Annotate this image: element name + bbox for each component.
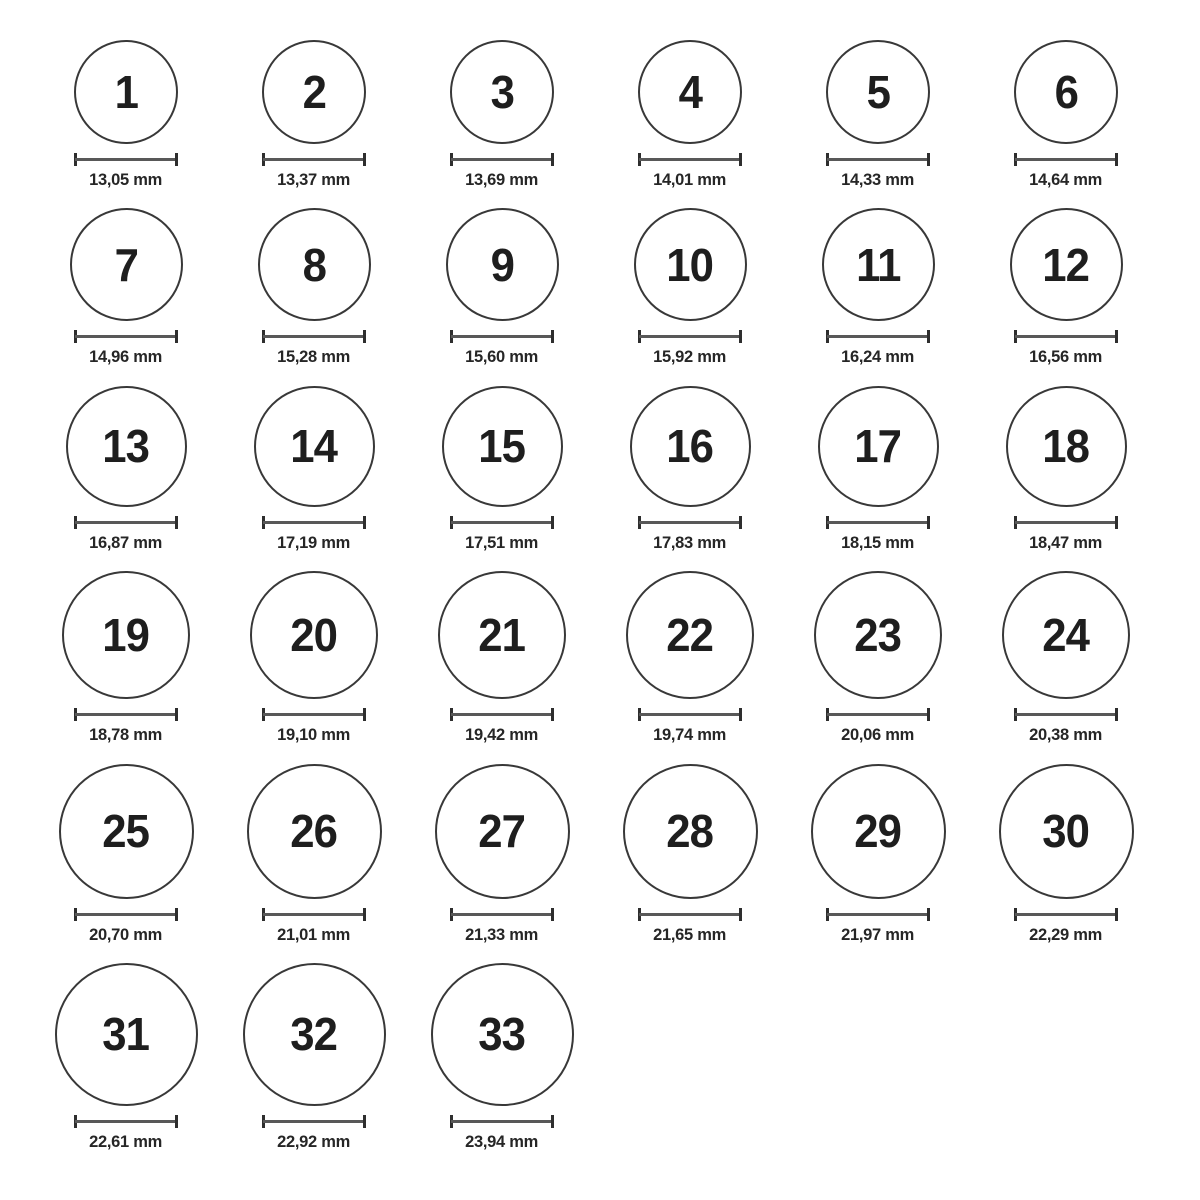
ring-size-number: 24 xyxy=(1042,609,1090,662)
ring-diameter-label: 17,51 mm xyxy=(465,532,539,552)
ring-circle xyxy=(626,571,754,699)
ring-size-number: 26 xyxy=(290,805,338,858)
ring-size-item xyxy=(784,386,972,553)
ring-size-number: 3 xyxy=(490,66,514,118)
ring-size-number: 23 xyxy=(854,609,902,662)
ring-circle xyxy=(630,386,751,507)
ring-circle xyxy=(262,40,366,144)
ring-size-number: 30 xyxy=(1042,805,1090,858)
measure-bar xyxy=(75,1120,177,1123)
ring-circle xyxy=(55,963,198,1106)
ring-size-item xyxy=(32,963,220,1152)
ring-size-number: 22 xyxy=(666,609,714,662)
diameter-measure-line xyxy=(450,908,554,921)
ring-diameter-label: 13,37 mm xyxy=(277,170,351,189)
ring-circle xyxy=(638,40,742,144)
diameter-measure-line xyxy=(638,330,742,343)
diameter-measure-line xyxy=(1014,908,1118,921)
ring-diameter-label: 15,92 mm xyxy=(653,347,727,367)
measure-bar xyxy=(639,521,741,524)
ring-diameter-label: 23,94 mm xyxy=(465,1131,539,1151)
ring-diameter-label: 19,10 mm xyxy=(277,725,351,745)
ring-size-number: 29 xyxy=(854,805,902,858)
diameter-measure-line xyxy=(638,708,742,721)
ring-size-item xyxy=(408,208,596,367)
ring-circle xyxy=(243,963,386,1106)
ring-size-item xyxy=(408,386,596,553)
diameter-measure-line xyxy=(1014,153,1118,166)
ring-diameter-label: 15,28 mm xyxy=(277,347,351,367)
ring-size-item xyxy=(220,571,408,745)
diameter-measure-line xyxy=(638,908,742,921)
ring-circle xyxy=(826,40,930,144)
ring-circle xyxy=(1006,386,1127,507)
ring-size-number: 11 xyxy=(855,238,901,291)
ring-size-number: 16 xyxy=(666,420,714,473)
ring-diameter-label: 22,92 mm xyxy=(277,1131,351,1151)
ring-size-number: 25 xyxy=(102,805,150,858)
ring-size-item xyxy=(220,963,408,1152)
ring-size-item xyxy=(972,40,1160,190)
ring-size-number: 18 xyxy=(1042,420,1090,473)
diameter-measure-line xyxy=(74,516,178,529)
ring-diameter-label: 15,60 mm xyxy=(465,347,539,367)
measure-bar xyxy=(451,335,553,338)
ring-size-item xyxy=(32,764,220,945)
ring-circle xyxy=(258,208,371,321)
ring-size-item xyxy=(596,571,784,745)
measure-bar xyxy=(263,158,365,161)
diameter-measure-line xyxy=(262,908,366,921)
ring-size-number: 27 xyxy=(478,805,526,858)
ring-diameter-label: 19,42 mm xyxy=(465,725,539,745)
ring-size-row xyxy=(32,208,1160,367)
ring-circle xyxy=(435,764,570,899)
ring-diameter-label: 14,96 mm xyxy=(89,347,163,367)
ring-diameter-label: 21,33 mm xyxy=(465,924,539,944)
ring-diameter-label: 22,29 mm xyxy=(1029,924,1103,944)
measure-bar xyxy=(451,521,553,524)
measure-bar xyxy=(75,713,177,716)
measure-bar xyxy=(1015,521,1117,524)
measure-bar xyxy=(827,335,929,338)
measure-bar xyxy=(75,158,177,161)
diameter-measure-line xyxy=(826,708,930,721)
diameter-measure-line xyxy=(826,153,930,166)
diameter-measure-line xyxy=(262,330,366,343)
ring-size-number: 32 xyxy=(290,1008,338,1061)
measure-bar xyxy=(451,1120,553,1123)
ring-diameter-label: 22,61 mm xyxy=(89,1131,163,1151)
ring-diameter-label: 14,01 mm xyxy=(653,170,727,189)
measure-bar xyxy=(827,713,929,716)
measure-bar xyxy=(1015,713,1117,716)
ring-diameter-label: 19,74 mm xyxy=(653,725,727,745)
diameter-measure-line xyxy=(74,1115,178,1128)
ring-size-number: 20 xyxy=(290,609,338,662)
ring-diameter-label: 13,05 mm xyxy=(89,170,163,189)
ring-circle xyxy=(438,571,566,699)
ring-diameter-label: 21,65 mm xyxy=(653,924,727,944)
ring-size-number: 14 xyxy=(290,420,338,473)
ring-circle xyxy=(1010,208,1123,321)
ring-circle xyxy=(814,571,942,699)
ring-size-item xyxy=(596,764,784,945)
ring-circle xyxy=(70,208,183,321)
measure-bar xyxy=(263,521,365,524)
ring-size-item xyxy=(32,208,220,367)
ring-size-item xyxy=(220,40,408,190)
ring-diameter-label: 20,06 mm xyxy=(841,725,915,745)
ring-circle xyxy=(446,208,559,321)
diameter-measure-line xyxy=(74,330,178,343)
ring-size-number: 7 xyxy=(114,238,138,291)
diameter-measure-line xyxy=(262,708,366,721)
diameter-measure-line xyxy=(826,516,930,529)
measure-bar xyxy=(827,913,929,916)
ring-diameter-label: 18,78 mm xyxy=(89,725,163,745)
ring-circle xyxy=(811,764,946,899)
measure-bar xyxy=(263,1120,365,1123)
ring-diameter-label: 14,64 mm xyxy=(1029,170,1103,189)
ring-diameter-label: 21,01 mm xyxy=(277,924,351,944)
measure-bar xyxy=(827,158,929,161)
measure-bar xyxy=(639,158,741,161)
ring-size-row xyxy=(32,571,1160,745)
ring-size-number: 8 xyxy=(302,238,326,291)
ring-size-item xyxy=(408,571,596,745)
ring-circle xyxy=(818,386,939,507)
measure-bar xyxy=(1015,158,1117,161)
ring-circle xyxy=(442,386,563,507)
diameter-measure-line xyxy=(262,516,366,529)
ring-diameter-label: 16,87 mm xyxy=(89,532,163,552)
ring-size-number: 1 xyxy=(114,66,138,118)
diameter-measure-line xyxy=(638,153,742,166)
ring-size-number: 15 xyxy=(478,420,526,473)
ring-size-item xyxy=(972,386,1160,553)
measure-bar xyxy=(827,521,929,524)
ring-circle xyxy=(74,40,178,144)
measure-bar xyxy=(1015,913,1117,916)
ring-size-item xyxy=(220,208,408,367)
ring-size-number: 12 xyxy=(1042,238,1090,291)
ring-size-item xyxy=(972,571,1160,745)
measure-bar xyxy=(263,913,365,916)
measure-bar xyxy=(639,913,741,916)
ring-size-number: 2 xyxy=(302,66,326,118)
ring-size-number: 10 xyxy=(666,238,714,291)
measure-bar xyxy=(263,713,365,716)
ring-circle xyxy=(254,386,375,507)
measure-bar xyxy=(451,158,553,161)
ring-size-item xyxy=(32,386,220,553)
measure-bar xyxy=(639,335,741,338)
ring-circle xyxy=(1002,571,1130,699)
diameter-measure-line xyxy=(826,908,930,921)
diameter-measure-line xyxy=(638,516,742,529)
ring-circle xyxy=(822,208,935,321)
ring-size-item xyxy=(32,571,220,745)
ring-size-number: 9 xyxy=(490,238,514,291)
ring-size-number: 19 xyxy=(102,609,150,662)
ring-size-number: 13 xyxy=(102,420,150,473)
measure-bar xyxy=(75,913,177,916)
ring-size-number: 31 xyxy=(102,1008,150,1061)
diameter-measure-line xyxy=(74,708,178,721)
ring-size-number: 28 xyxy=(666,805,714,858)
ring-size-item xyxy=(596,40,784,190)
diameter-measure-line xyxy=(262,153,366,166)
ring-size-number: 33 xyxy=(478,1008,526,1061)
ring-size-item xyxy=(972,208,1160,367)
ring-size-number: 4 xyxy=(678,66,702,118)
diameter-measure-line xyxy=(450,153,554,166)
ring-diameter-label: 16,56 mm xyxy=(1029,347,1103,367)
diameter-measure-line xyxy=(1014,516,1118,529)
ring-size-item xyxy=(784,764,972,945)
diameter-measure-line xyxy=(450,516,554,529)
ring-circle xyxy=(634,208,747,321)
ring-size-item xyxy=(784,571,972,745)
diameter-measure-line xyxy=(826,330,930,343)
ring-size-item xyxy=(220,764,408,945)
ring-size-row xyxy=(32,764,1160,945)
diameter-measure-line xyxy=(1014,708,1118,721)
ring-size-item xyxy=(408,764,596,945)
ring-size-item xyxy=(220,386,408,553)
ring-size-item xyxy=(784,40,972,190)
ring-diameter-label: 20,38 mm xyxy=(1029,725,1103,745)
ring-diameter-label: 17,19 mm xyxy=(277,532,351,552)
ring-size-row xyxy=(32,963,1160,1152)
ring-diameter-label: 21,97 mm xyxy=(841,924,915,944)
ring-size-item xyxy=(972,764,1160,945)
ring-circle xyxy=(59,764,194,899)
ring-size-item xyxy=(596,386,784,553)
ring-size-item xyxy=(408,963,596,1152)
ring-circle xyxy=(66,386,187,507)
ring-size-row xyxy=(32,386,1160,553)
ring-circle xyxy=(247,764,382,899)
ring-diameter-label: 17,83 mm xyxy=(653,532,727,552)
ring-circle xyxy=(431,963,574,1106)
ring-diameter-label: 20,70 mm xyxy=(89,924,163,944)
measure-bar xyxy=(75,335,177,338)
ring-diameter-label: 18,15 mm xyxy=(841,532,915,552)
ring-diameter-label: 13,69 mm xyxy=(465,170,539,189)
measure-bar xyxy=(263,335,365,338)
ring-size-item xyxy=(596,208,784,367)
diameter-measure-line xyxy=(450,1115,554,1128)
ring-circle xyxy=(62,571,190,699)
diameter-measure-line xyxy=(450,330,554,343)
diameter-measure-line xyxy=(262,1115,366,1128)
ring-size-item xyxy=(408,40,596,190)
ring-circle xyxy=(623,764,758,899)
ring-circle xyxy=(450,40,554,144)
ring-diameter-label: 14,33 mm xyxy=(841,170,915,189)
measure-bar xyxy=(1015,335,1117,338)
diameter-measure-line xyxy=(1014,330,1118,343)
ring-circle xyxy=(250,571,378,699)
ring-size-row xyxy=(32,40,1160,190)
ring-size-number: 6 xyxy=(1054,66,1078,118)
measure-bar xyxy=(639,713,741,716)
ring-size-number: 17 xyxy=(854,420,902,473)
measure-bar xyxy=(75,521,177,524)
ring-size-number: 5 xyxy=(866,66,890,118)
diameter-measure-line xyxy=(450,708,554,721)
measure-bar xyxy=(451,913,553,916)
measure-bar xyxy=(451,713,553,716)
ring-circle xyxy=(1014,40,1118,144)
diameter-measure-line xyxy=(74,908,178,921)
ring-size-number: 21 xyxy=(478,609,526,662)
ring-circle xyxy=(999,764,1134,899)
ring-diameter-label: 16,24 mm xyxy=(841,347,915,367)
ring-size-item xyxy=(784,208,972,367)
ring-diameter-label: 18,47 mm xyxy=(1029,532,1103,552)
diameter-measure-line xyxy=(74,153,178,166)
ring-size-item xyxy=(32,40,220,190)
